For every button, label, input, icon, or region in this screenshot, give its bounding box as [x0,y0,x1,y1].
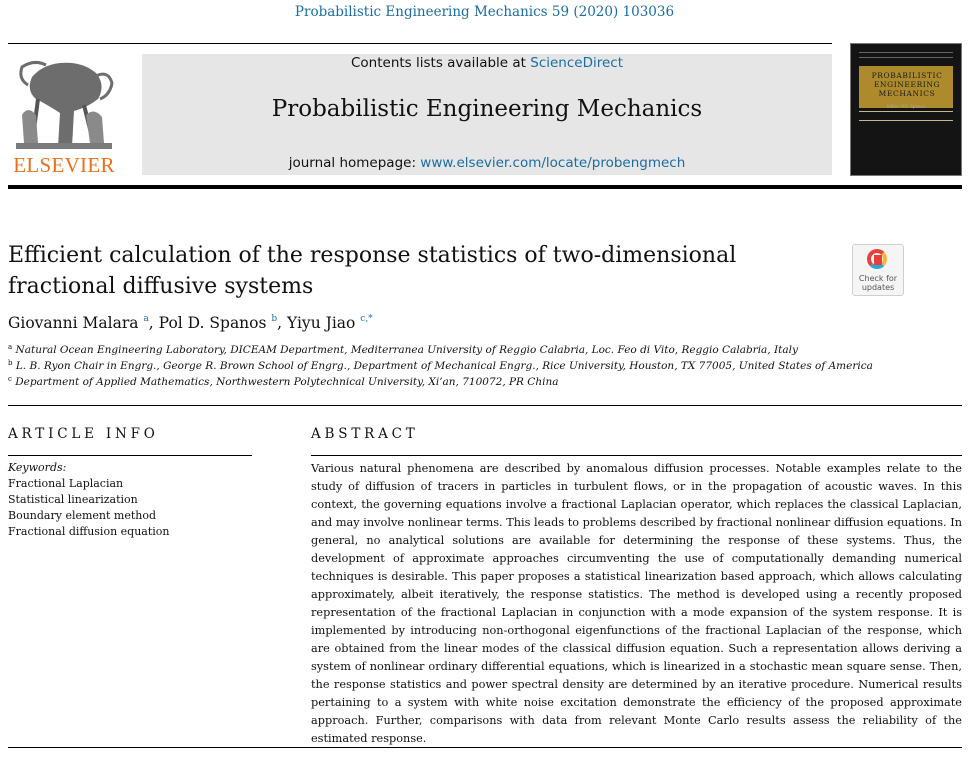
abstract-text: Various natural phenomena are described by anomalous diffusion processes. Notable examples relate to the study of diffusion of tracers in particles in turbulent flows, or in the propagation of acoustic waves. In this context, the governing equations involve a fractional Laplacian operator, which replaces the classical Laplacian, and may involve nonlinear terms. This leads to problems described by fractional nonlinear diffusion equations. In general, no analytical solutions are available for determining the response of these systems. Thus, the development of approximate approaches circumventing the use of computationally demanding numerical techniques is desirable. This paper proposes a statistical linearization based approach, which allows calculating approximately, albeit iteratively, the response statistics. The method is developed using a recently proposed representation of the fractional Laplacian in conjunction with a mode expansion of the system response. It is implemented by introducing non-orthogonal eigenfunctions of the fractional Laplacian of the response, which are obtained from the linear modes of the classical diffusion equation. Such a representation allows deriving a system of nonlinear ordinary differential equations, which is linearized in a stochastic mean square sense. Then, the response statistics and power spectral density are determined by an iterative procedure. Numerical results pertaining to a system with white noise excitation demonstrate the efficiency of the proposed approximate approach. Further, comparisons with data from relevant Monte Carlo results assess the reliability of the estimated response. [311,462,962,745]
header-rule [8,43,832,44]
affiliation-text: L. B. Ryon Chair in Engrg., George R. Brown School of Engrg., Department of Mechanical Engrg., Rice University, Houston, TX 77005, United States of America [15,360,873,372]
bookmark-icon [874,255,882,265]
check-updates-label: Check for updates [858,274,898,292]
affiliation-mark: a [8,343,13,351]
author-name[interactable]: Yiyu Jiao [287,314,356,332]
affiliation-mark: c [8,375,12,383]
keywords-label: Keywords: [8,461,67,474]
author-list: Giovanni Malara $^a$, Pol D. Spanos $^b$, Yiyu Jiao $^{c,*}$ [8,314,373,332]
cover-footer-band [859,111,953,121]
cover-title: PROBABILISTIC ENGINEERING MECHANICS [871,71,943,98]
keyword: Fractional Laplacian [8,477,124,490]
journal-cover-thumbnail[interactable] [850,43,962,176]
cover-header-lines [859,52,953,58]
contents-line [142,55,832,71]
keyword-list [8,476,170,540]
sciencedirect-link[interactable]: ScienceDirect [530,55,624,71]
author-affiliation-mark[interactable]: b [271,314,278,324]
journal-citation[interactable]: Probabilistic Engineering Mechanics 59 (2020) 103036 [294,4,675,20]
section-divider [8,405,962,406]
affiliation-c [8,375,558,388]
check-for-updates-button[interactable] [852,244,904,296]
abstract-heading: ABSTRACT [311,426,419,442]
affiliation-mark: b [8,359,13,367]
author-affiliation-mark[interactable]: a [143,314,149,324]
article-info-rule [8,455,252,456]
author-name[interactable]: Pol D. Spanos [158,314,267,332]
affiliation-text: Department of Applied Mathematics, Northwestern Polytechnical University, Xi’an, 710072, PR China [15,376,559,388]
bottom-rule [8,747,962,748]
article-info-heading: ARTICLE INFO [8,426,159,442]
journal-homepage-link[interactable]: www.elsevier.com/locate/probengmech [420,155,686,171]
affiliation-text: Natural Ocean Engineering Laboratory, DICEAM Department, Mediterranea University of Reggio Calabria, Loc. Feo di Vito, Reggio Calabria, Italy [15,344,798,356]
article-title: Efficient calculation of the response statistics of two-dimensional fractional diffusive systems [8,243,737,299]
author-name[interactable]: Giovanni Malara [8,314,139,332]
keyword: Fractional diffusion equation [8,525,170,538]
affiliation-b [8,359,873,372]
journal-name: Probabilistic Engineering Mechanics [271,96,703,122]
elsevier-wordmark: ELSEVIER [13,153,115,177]
contents-prefix: Contents lists available at [350,55,531,71]
cover-editor: Editor: P.D. Spanos [887,104,925,109]
homepage-prefix: journal homepage: [288,155,421,171]
keyword: Statistical linearization [8,493,138,506]
affiliation-a [8,343,798,356]
homepage-line [142,155,832,171]
author-affiliation-mark[interactable]: c,* [360,314,373,324]
abstract-rule [311,455,962,456]
keyword: Boundary element method [8,509,157,522]
header-thick-rule [8,185,962,189]
